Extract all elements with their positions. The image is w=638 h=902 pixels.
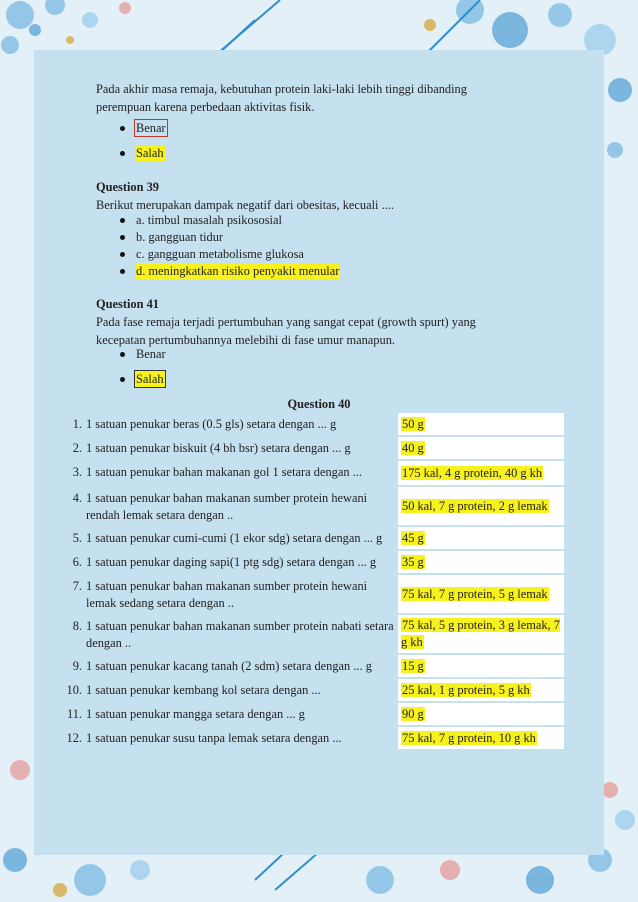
row-answer: 175 kal, 4 g protein, 40 g kh [402,466,543,480]
option-label: Salah [136,146,164,160]
table-row [58,727,564,751]
row-question: 1 satuan penukar biskuit (4 bh bsr) setara dengan ... g [86,441,351,455]
q39-text: Berikut merupakan dampak negatif dari obesitas, kecuali .... [96,198,394,212]
row-question: 1 satuan penukar daging sapi(1 ptg sdg) setara dengan ... g [86,555,377,569]
row-answer: 50 kal, 7 g protein, 2 g lemak [402,499,548,513]
bullet-icon [120,269,125,274]
option-label: Benar [136,121,166,135]
table-row [58,527,564,551]
bullet-icon [120,352,125,357]
option-label: a. timbul masalah psikososial [136,213,282,227]
row-number: 1. [72,417,82,431]
option-label: d. meningkatkan risiko penyakit menular [136,264,340,278]
q41-text: Pada fase remaja terjadi pertumbuhan yang sangat cepat (growth spurt) yang kecepatan pertumbuhannya melebihi di fase umur manapun. [96,315,476,347]
option-label: Benar [136,347,166,361]
bullet-icon [120,218,125,223]
row-answer: 40 g [402,441,424,455]
row-question: 1 satuan penukar bahan makanan sumber protein hewani rendah lemak setara dengan .. [86,491,368,522]
table-row [58,655,564,679]
row-answer: 75 kal, 7 g protein, 10 g kh [402,731,536,745]
row-number: 5. [72,531,82,545]
table-row [58,703,564,727]
bullet-icon [120,151,125,156]
row-number: 10. [66,683,82,697]
row-question: 1 satuan penukar cumi-cumi (1 ekor sdg) setara dengan ... g [86,531,383,545]
option-label: b. gangguan tidur [136,230,224,244]
intro-question-text: Pada akhir masa remaja, kebutuhan protein laki-laki lebih tinggi dibanding perempuan karena perbedaan aktivitas fisik. [96,82,467,114]
bullet-icon [120,252,125,257]
row-answer-cell [398,413,564,437]
row-answer: 45 g [402,531,424,545]
row-question: 1 satuan penukar bahan makanan sumber protein hewani lemak sedang setara dengan .. [86,579,368,610]
row-number: 11. [66,707,82,721]
table-row [58,575,564,615]
row-number: 4. [72,491,82,505]
row-answer: 25 kal, 1 g protein, 5 g kh [402,683,530,697]
row-answer-cell [398,527,564,551]
table-row [58,615,564,655]
row-number: 12. [66,731,82,745]
row-answer: 35 g [402,555,424,569]
row-answer: 50 g [402,417,424,431]
row-answer: 90 g [402,707,424,721]
row-number: 8. [72,619,82,633]
row-number: 2. [72,441,82,455]
row-answer-cell [398,655,564,679]
table-row [58,413,564,437]
row-answer-cell [398,575,564,615]
row-question: 1 satuan penukar kacang tanah (2 sdm) setara dengan ... g [86,659,372,673]
row-answer-cell [398,461,564,487]
row-number: 7. [72,579,82,593]
row-question: 1 satuan penukar mangga setara dengan ... g [86,707,305,721]
row-question: 1 satuan penukar kembang kol setara dengan ... [86,683,321,697]
bullet-icon [120,377,125,382]
row-answer-cell [398,487,564,527]
option-label: c. gangguan metabolisme glukosa [136,247,304,261]
row-answer-cell [398,703,564,727]
row-question: 1 satuan penukar susu tanpa lemak setara dengan ... [86,731,342,745]
row-answer: 75 kal, 7 g protein, 5 g lemak [402,587,548,601]
table-row [58,551,564,575]
row-question: 1 satuan penukar bahan makanan sumber protein nabati setara dengan .. [86,619,394,650]
row-question: 1 satuan penukar bahan makanan gol 1 setara dengan ... [86,465,362,479]
bullet-icon [120,235,125,240]
q39-title: Question 39 [96,180,159,194]
row-number: 6. [72,555,82,569]
row-answer-cell [398,679,564,703]
row-number: 9. [72,659,82,673]
row-answer: 75 kal, 5 g protein, 3 g lemak, 7 g kh [401,618,560,649]
row-number: 3. [72,465,82,479]
table-row [58,461,564,487]
row-answer-cell [398,437,564,461]
q41-title: Question 41 [96,297,159,311]
option-label: Salah [136,372,164,386]
bullet-icon [120,126,125,131]
row-answer-cell [398,551,564,575]
row-answer-cell [398,615,564,655]
row-answer: 15 g [402,659,424,673]
table-row [58,487,564,527]
table-row [58,679,564,703]
row-answer-cell [398,727,564,751]
table-row [58,437,564,461]
row-question: 1 satuan penukar beras (0.5 gls) setara dengan ... g [86,417,337,431]
q40-title: Question 40 [287,397,351,411]
